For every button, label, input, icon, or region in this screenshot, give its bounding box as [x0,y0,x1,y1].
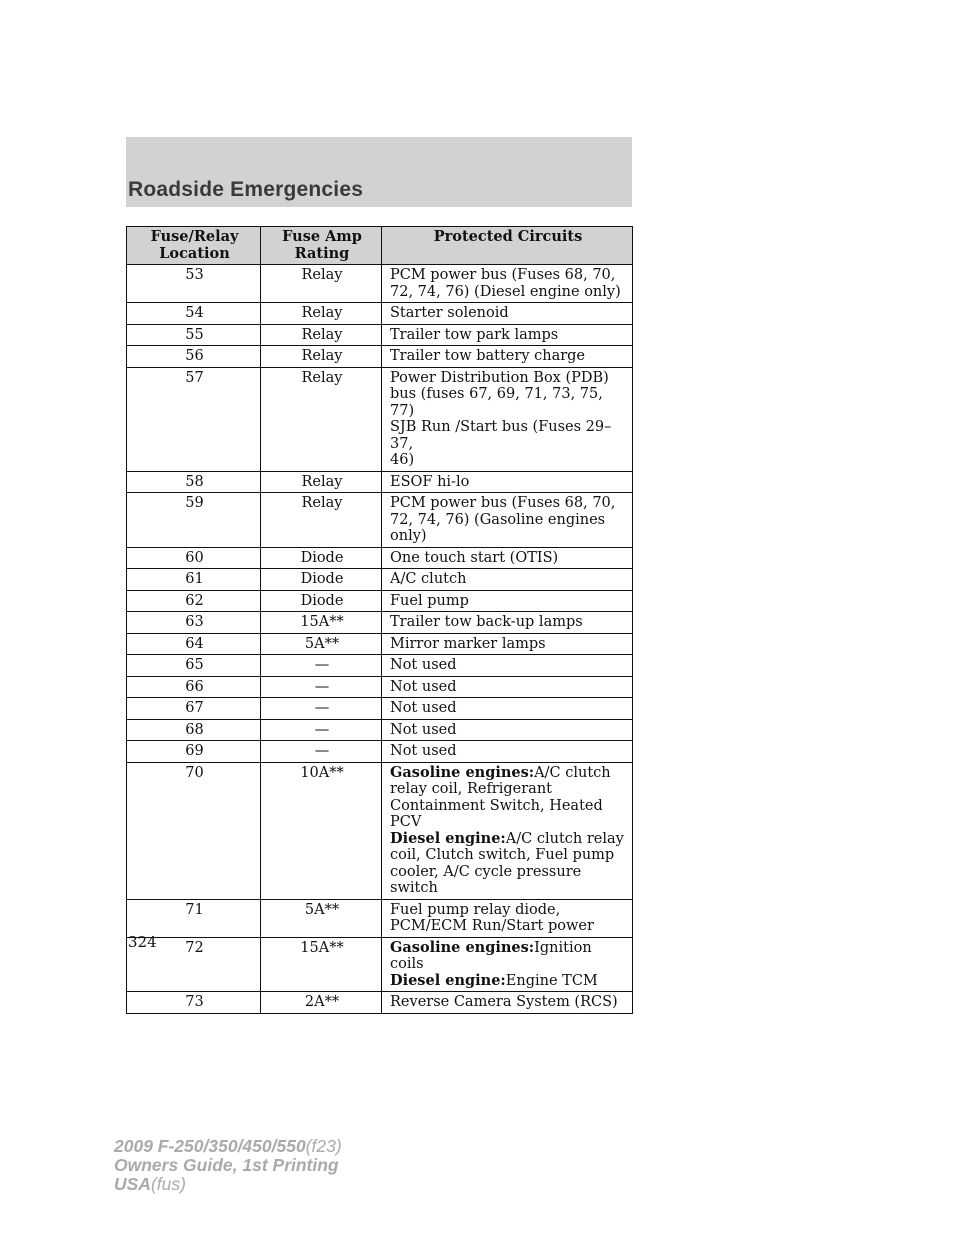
cell-amp-rating: — [261,719,382,741]
engine-type-label: Diesel engine: [390,829,506,847]
cell-protected-circuits [382,741,633,763]
table-row [127,655,633,677]
header-protected-circuits: Protected Circuits [382,227,633,265]
circuit-line [390,973,628,990]
circuit-text: Not used [390,721,457,738]
circuit-text: Containment Switch, Heated PCV [390,797,603,830]
section-title: Roadside Emergencies [128,178,364,201]
circuit-text: PCM power bus (Fuses 68, 70, [390,495,616,511]
table-row [127,471,633,493]
cell-location: 62 [127,590,261,612]
circuit-line [390,267,628,284]
cell-location: 60 [127,547,261,569]
circuit-text: Trailer tow battery charge [390,348,586,364]
circuit-text: Trailer tow park lamps [390,326,559,343]
circuit-line [390,831,628,848]
cell-amp-rating: Relay [261,367,382,471]
cell-amp-rating: 2A** [261,992,382,1014]
circuit-text: SJB Run /Start bus (Fuses 29–37, [390,419,612,452]
circuit-line [390,614,628,631]
engine-type-label: Diesel engine: [390,971,506,989]
cell-location: 56 [127,346,261,368]
footer-line-3: USA(fus) [114,1174,186,1194]
cell-amp-rating: 5A** [261,633,382,655]
cell-location: 73 [127,992,261,1014]
table-header-row [127,227,633,265]
circuit-line [390,419,628,452]
table-row [127,493,633,548]
table-row [127,719,633,741]
circuit-text: cooler, A/C cycle pressure switch [390,863,582,896]
cell-location: 66 [127,676,261,698]
circuit-line [390,370,628,387]
cell-location: 65 [127,655,261,677]
table-row [127,324,633,346]
header-location: Fuse/Relay Location [127,227,261,265]
cell-amp-rating: — [261,698,382,720]
circuit-line [390,765,628,782]
cell-protected-circuits [382,324,633,346]
circuit-line [390,918,628,935]
cell-protected-circuits [382,899,633,937]
circuit-text: Not used [390,657,457,673]
circuit-text: relay coil, Refrigerant [390,781,552,797]
circuit-text: Not used [390,743,457,759]
cell-protected-circuits [382,346,633,368]
circuit-text: Starter solenoid [390,305,509,321]
cell-location: 63 [127,612,261,634]
table-row [127,547,633,569]
cell-location: 55 [127,324,261,346]
circuit-line [390,528,628,545]
cell-amp-rating: 15A** [261,612,382,634]
circuit-text: Fuel pump [390,592,469,609]
table-row [127,762,633,899]
circuit-text: only) [390,528,427,544]
cell-location: 69 [127,741,261,763]
cell-protected-circuits [382,633,633,655]
circuit-line [390,798,628,831]
circuit-text: Power Distribution Box (PDB) [390,369,609,386]
cell-location: 54 [127,303,261,325]
footer-line-1: 2009 F-250/350/450/550(f23) [114,1136,342,1156]
cell-protected-circuits [382,547,633,569]
cell-protected-circuits [382,655,633,677]
cell-protected-circuits [382,590,633,612]
cell-location: 68 [127,719,261,741]
cell-protected-circuits [382,698,633,720]
circuit-text: Not used [390,678,457,695]
cell-location: 71 [127,899,261,937]
table-row [127,937,633,992]
cell-protected-circuits [382,937,633,992]
cell-protected-circuits [382,493,633,548]
circuit-line [390,864,628,897]
footer-imprint [114,1137,342,1194]
circuit-line [390,593,628,610]
circuit-text: coil, Clutch switch, Fuel pump [390,847,615,863]
circuit-text: Ignition coils [390,939,592,972]
cell-amp-rating: Relay [261,324,382,346]
circuit-text: A/C clutch relay [505,830,624,847]
cell-amp-rating: Relay [261,346,382,368]
cell-protected-circuits [382,471,633,493]
cell-amp-rating: — [261,741,382,763]
cell-protected-circuits [382,265,633,303]
table-row [127,633,633,655]
circuit-text: Engine TCM [505,972,598,989]
cell-amp-rating: — [261,655,382,677]
circuit-line [390,722,628,739]
cell-amp-rating: Diode [261,569,382,591]
cell-protected-circuits [382,612,633,634]
table-row [127,367,633,471]
circuit-text: A/C clutch [390,571,467,587]
engine-type-label: Gasoline engines: [390,763,535,781]
cell-amp-rating: Diode [261,590,382,612]
circuit-line [390,348,628,365]
table-body [127,265,633,1014]
cell-protected-circuits [382,719,633,741]
cell-amp-rating: 5A** [261,899,382,937]
circuit-line [390,474,628,491]
cell-amp-rating: Relay [261,493,382,548]
circuit-text: A/C clutch [534,764,611,781]
circuit-line [390,495,628,512]
circuit-text: One touch start (OTIS) [390,549,559,566]
circuit-text: Trailer tow back-up lamps [390,614,583,630]
cell-protected-circuits [382,676,633,698]
circuit-line [390,327,628,344]
footer-line-2: Owners Guide, 1st Printing [114,1155,339,1175]
cell-amp-rating: Relay [261,471,382,493]
circuit-line [390,781,628,798]
cell-location: 58 [127,471,261,493]
circuit-line [390,636,628,653]
circuit-line [390,550,628,567]
circuit-text: Not used [390,700,457,716]
cell-amp-rating: Relay [261,265,382,303]
cell-location: 70 [127,762,261,899]
cell-location: 59 [127,493,261,548]
cell-protected-circuits [382,367,633,471]
circuit-line [390,452,628,469]
cell-location: 72 [127,937,261,992]
table-row [127,265,633,303]
table-row [127,346,633,368]
cell-protected-circuits [382,569,633,591]
circuit-text: PCM power bus (Fuses 68, 70, [390,267,616,283]
circuit-line [390,284,628,301]
circuit-text: 46) [390,452,415,468]
circuit-text: ESOF hi-lo [390,473,470,490]
circuit-text: 72, 74, 76) (Gasoline engines [390,511,606,528]
cell-location: 64 [127,633,261,655]
table-row [127,590,633,612]
circuit-line [390,743,628,760]
table-row [127,992,633,1014]
engine-type-label: Gasoline engines: [390,938,535,956]
cell-protected-circuits [382,762,633,899]
circuit-text: bus (fuses 67, 69, 71, 73, 75, 77) [390,386,603,419]
circuit-text: Mirror marker lamps [390,635,546,652]
circuit-text: Fuel pump relay diode, [390,901,561,918]
table-row [127,569,633,591]
circuit-text: 72, 74, 76) (Diesel engine only) [390,283,621,300]
cell-amp-rating: — [261,676,382,698]
circuit-line [390,994,628,1011]
circuit-line [390,679,628,696]
cell-location: 53 [127,265,261,303]
cell-location: 57 [127,367,261,471]
circuit-text: PCM/ECM Run/Start power [390,918,594,934]
circuit-line [390,940,628,973]
table-row [127,741,633,763]
fuse-table [126,226,633,1014]
page-number: 324 [128,933,157,951]
cell-amp-rating: Relay [261,303,382,325]
table-row [127,612,633,634]
table-row [127,676,633,698]
cell-amp-rating: 10A** [261,762,382,899]
circuit-line [390,571,628,588]
cell-location: 67 [127,698,261,720]
cell-protected-circuits [382,992,633,1014]
cell-amp-rating: Diode [261,547,382,569]
circuit-line [390,386,628,419]
circuit-line [390,847,628,864]
header-amp-rating: Fuse Amp Rating [261,227,382,265]
circuit-line [390,305,628,322]
circuit-line [390,657,628,674]
circuit-text: Reverse Camera System (RCS) [390,994,618,1010]
circuit-line [390,512,628,529]
circuit-line [390,902,628,919]
circuit-line [390,700,628,717]
cell-location: 61 [127,569,261,591]
cell-protected-circuits [382,303,633,325]
table-row [127,303,633,325]
table-row [127,698,633,720]
cell-amp-rating: 15A** [261,937,382,992]
table-row [127,899,633,937]
